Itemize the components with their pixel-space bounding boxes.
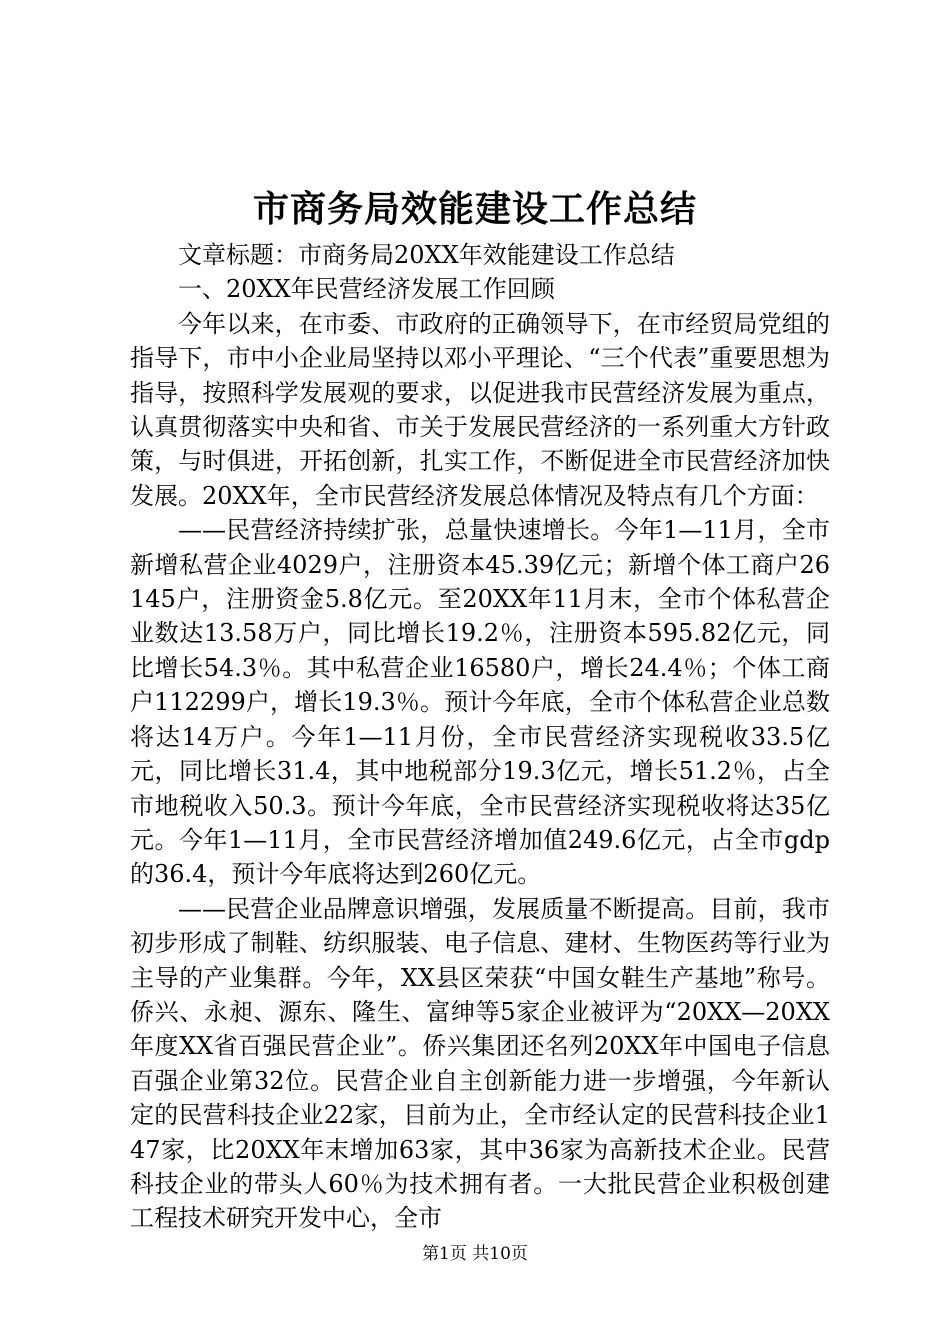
document-title: 市商务局效能建设工作总结 <box>252 188 697 230</box>
page-number-footer: 第1页 共10页 <box>422 1244 528 1264</box>
article-title-line: 文章标题：市商务局20XX年效能建设工作总结 <box>178 241 675 269</box>
section-heading: 一、20XX年民营经济发展工作回顾 <box>178 275 555 304</box>
body-paragraph: 今年以来，在市委、市政府的正确领导下，在市经贸局党组的指导下，市中小企业局坚持以邓小平理论、“三个代表”重要思想为指导，按照科学发展观的要求，以促进我市民营经济发展为重点，认真贯彻落实中央和省、市关于发展民营经济的一系列重大方针政策，与时俱进，开拓创新，扎实工作，不断促进全市民营经济加快发展。20XX年，全市民营经济发展总体情况及特点有几个方面： <box>130 309 830 510</box>
body-paragraph: ——民营经济持续扩张，总量快速增长。今年1—11月，全市新增私营企业4029户，注册资本45.39亿元；新增个体工商户26145户，注册资金5.8亿元。至20XX年11月末，全市个体私营企业数达13.58万户，同比增长19.2％，注册资本595.82亿元，同比增长54.3％。其中私营企业16580户，增长24.4％；个体工商户112299户，增长19.3％。预计今年底，全市个体私营企业总数将达14万户。今年1—11月份，全市民营经济实现税收33.5亿元，同比增长31.4，其中地税部分19.3亿元，增长51.2％，占全市地税收入50.3。预计今年底，全市民营经济实现税收将达35亿元。今年1—11月，全市民营经济增加值249.6亿元，占全市gdp的36.4，预计今年底将达到260亿元。 <box>130 516 830 889</box>
body-paragraph: ——民营企业品牌意识增强，发展质量不断提高。目前，我市初步形成了制鞋、纺织服装、电子信息、建材、生物医药等行业为主导的产业集群。今年，XX县区荣获“中国女鞋生产基地”称号。侨兴、永昶、源东、隆生、富绅等5家企业被评为“20XX—20XX年度XX省百强民营企业”。侨兴集团还名列20XX年中国电子信息百强企业第32位。民营企业自主创新能力进一步增强，今年新认定的民营科技企业22家，目前为止，全市经认定的民营科技企业147家，比20XX年末增加63家，其中36家为高新技术企业。民营科技企业的带头人60％为技术拥有者。一大批民营企业积极创建工程技术研究开发中心，全市 <box>130 894 830 1233</box>
document-body <box>130 238 830 1236</box>
